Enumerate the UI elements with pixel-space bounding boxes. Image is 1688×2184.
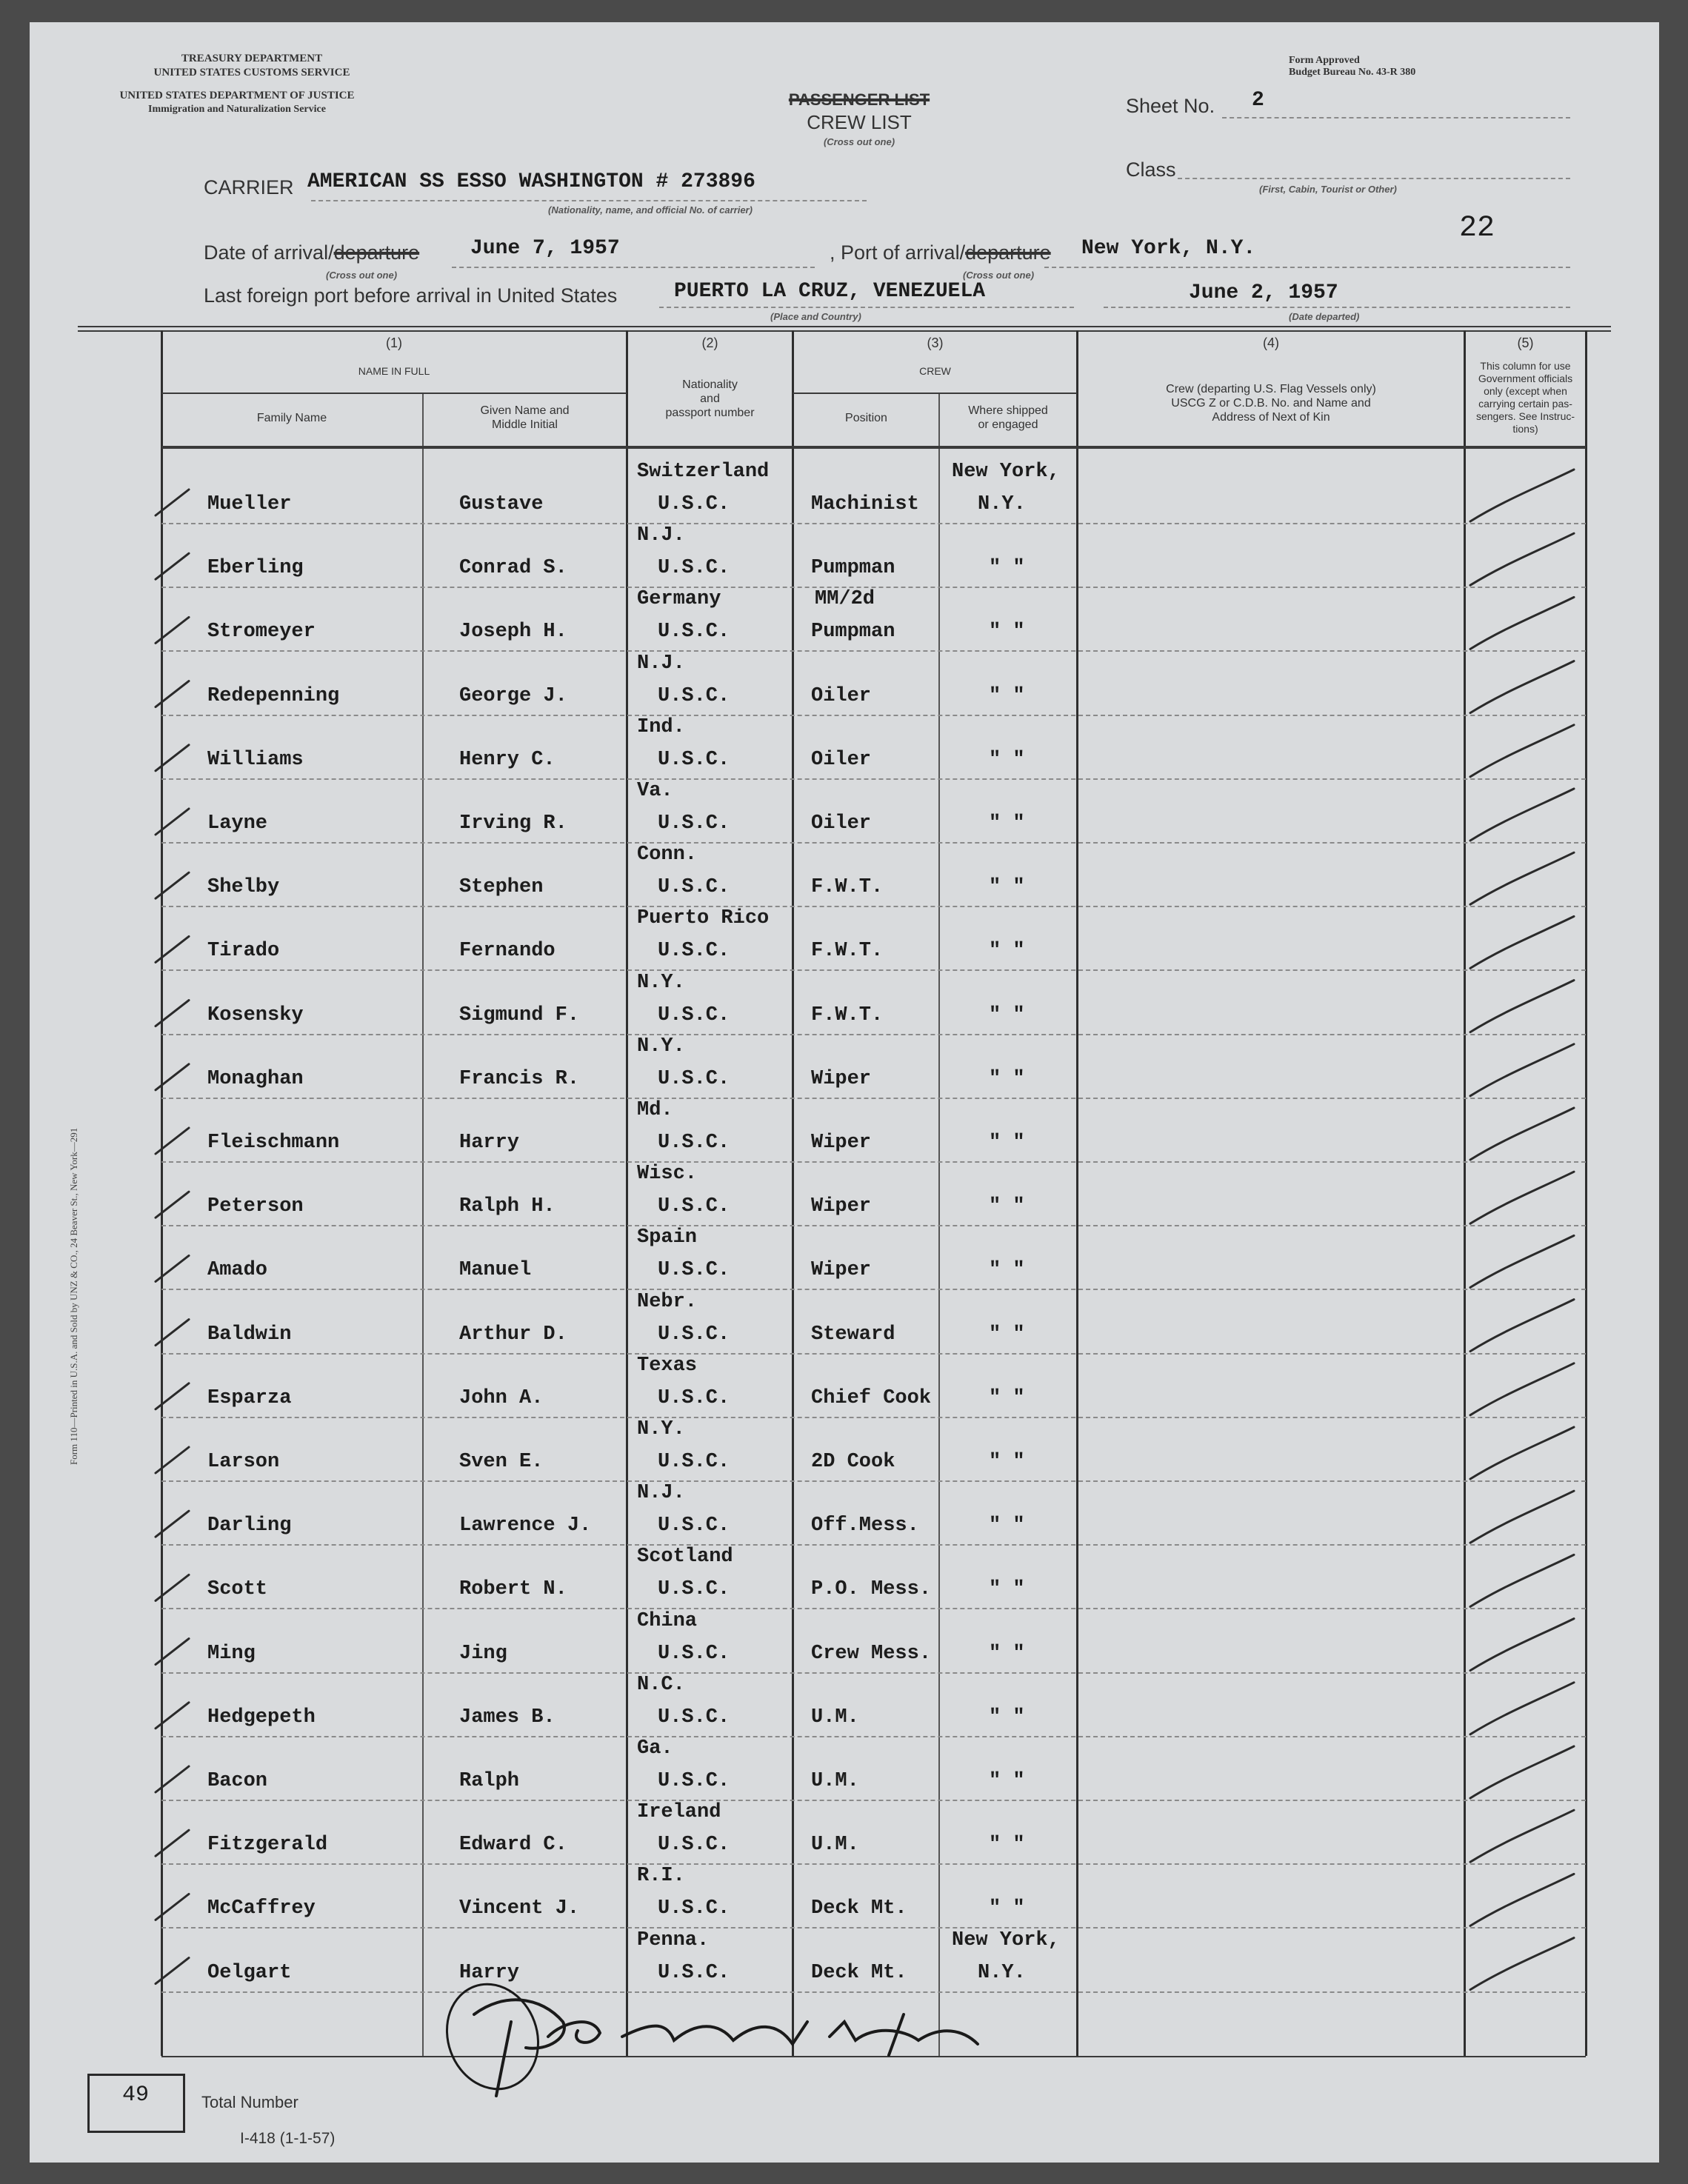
check-mark-left [156, 1511, 189, 1537]
family-cell: Ming [207, 1642, 256, 1665]
check-mark-left [156, 1192, 189, 1218]
shipped-cell: " " [989, 1386, 1025, 1409]
check-mark-left [156, 745, 189, 771]
col3-shipped-1: Where shipped [968, 404, 1048, 417]
family-cell: Layne [207, 812, 268, 835]
shipped-cell: " " [989, 1642, 1025, 1665]
check-mark-right [1470, 1810, 1574, 1862]
port-label: , Port of arrival/departure [830, 241, 1051, 264]
family-cell: Bacon [207, 1770, 268, 1792]
shipped-cell: " " [989, 812, 1025, 835]
position-cell: Pumpman [811, 557, 895, 580]
col1-given-1: Given Name and [480, 404, 570, 417]
nationality-cell: U.S.C. [658, 1578, 730, 1601]
given-cell: John A. [459, 1386, 544, 1409]
title-note: (Cross out one) [823, 136, 895, 147]
col1-given-2: Middle Initial [492, 418, 558, 431]
check-mark-left [156, 936, 189, 962]
check-mark-left [156, 1958, 189, 1984]
check-mark-right [1470, 1619, 1574, 1671]
nationality-cell: U.S.C. [658, 493, 730, 515]
shipped-cell: " " [989, 557, 1025, 580]
family-cell: Stromeyer [207, 621, 316, 644]
family-cell: Tirado [207, 940, 280, 963]
check-mark-right [1470, 597, 1574, 649]
shipped-cell: " " [989, 1067, 1025, 1090]
origin: N.C. [637, 1673, 685, 1696]
given-cell: Arthur D. [459, 1323, 567, 1346]
given-cell: Manuel [459, 1259, 532, 1282]
position-cell: Pumpman [811, 621, 895, 644]
last-port-note: (Place and Country) [770, 311, 861, 322]
nationality-cell: U.S.C. [658, 684, 730, 707]
given-cell: Ralph [459, 1770, 520, 1792]
shipped-cell: " " [989, 1834, 1025, 1857]
check-mark-left [156, 1001, 189, 1026]
origin: Nebr. [637, 1290, 698, 1313]
family-cell: Scott [207, 1578, 268, 1601]
given-cell: Lawrence J. [459, 1515, 592, 1537]
nationality-cell: U.S.C. [658, 1451, 730, 1473]
family-cell: Shelby [207, 876, 280, 899]
nationality-cell: U.S.C. [658, 1706, 730, 1729]
family-cell: Fleischmann [207, 1132, 340, 1154]
origin: China [637, 1609, 698, 1632]
given-cell: James B. [459, 1706, 556, 1729]
position-cell: U.M. [811, 1834, 859, 1857]
col4-num: (4) [1263, 335, 1279, 350]
check-mark-left [156, 1830, 189, 1856]
form-title: CREW LIST [807, 111, 912, 133]
carrier-value: AMERICAN SS ESSO WASHINGTON # 273896 [307, 170, 755, 193]
origin: R.I. [637, 1865, 685, 1888]
check-mark-right [1470, 1172, 1574, 1223]
position-cell: F.W.T. [811, 876, 884, 899]
nationality-cell: U.S.C. [658, 1259, 730, 1282]
sheet-label: Sheet No. [1126, 95, 1215, 117]
position-cell: Deck Mt. [811, 1897, 907, 1920]
family-cell: McCaffrey [207, 1897, 316, 1920]
given-cell: Irving R. [459, 812, 567, 835]
nationality-cell: U.S.C. [658, 1770, 730, 1792]
col3-num: (3) [927, 335, 944, 350]
col2-num: (2) [701, 335, 718, 350]
check-mark-right [1470, 1874, 1574, 1926]
position-cell: Wiper [811, 1195, 872, 1218]
check-mark-left [156, 681, 189, 707]
col5-line4: carrying certain pas- [1478, 398, 1572, 410]
shipped-cell: " " [989, 876, 1025, 899]
given-cell: Robert N. [459, 1578, 567, 1601]
origin: Md. [637, 1099, 673, 1121]
family-cell: Kosensky [207, 1003, 304, 1026]
given-cell: Sven E. [459, 1451, 544, 1473]
family-cell: Mueller [207, 493, 292, 515]
origin: N.Y. [637, 971, 685, 994]
col2-line2: and [700, 393, 720, 405]
check-mark-right [1470, 1235, 1574, 1287]
nationality-cell: U.S.C. [658, 557, 730, 580]
position-cell: U.M. [811, 1706, 859, 1729]
class-label: Class [1126, 158, 1176, 181]
position-cell: Machinist [811, 493, 919, 515]
col5-num: (5) [1517, 335, 1534, 350]
check-mark-right [1470, 1363, 1574, 1415]
check-mark-left [156, 1064, 189, 1090]
origin: N.J. [637, 1482, 685, 1505]
origin: Puerto Rico [637, 907, 770, 930]
origin: Ga. [637, 1737, 673, 1760]
origin: Va. [637, 780, 673, 802]
col5-line3: only (except when [1484, 385, 1567, 397]
shipped-cell: " " [989, 1706, 1025, 1729]
shipped-cell: " " [989, 684, 1025, 707]
check-mark-right [1470, 1554, 1574, 1606]
shipped-cell: " " [989, 1897, 1025, 1920]
check-mark-left [156, 809, 189, 835]
port-note: (Cross out one) [963, 270, 1035, 281]
position-cell: Crew Mess. [811, 1642, 932, 1665]
col3-shipped-2: or engaged [978, 418, 1038, 431]
ins: Immigration and Naturalization Service [148, 104, 326, 115]
origin: Spain [637, 1226, 698, 1249]
position-cell: Oiler [811, 684, 872, 707]
position-cell: F.W.T. [811, 940, 884, 963]
origin: N.J. [637, 524, 685, 547]
given-cell: Joseph H. [459, 621, 567, 644]
check-mark-right [1470, 661, 1574, 713]
check-mark-left [156, 1703, 189, 1729]
check-mark-left [156, 617, 189, 643]
origin: Switzerland [637, 461, 770, 483]
family-cell: Oelgart [207, 1961, 292, 1984]
last-port-date-note: (Date departed) [1289, 311, 1360, 322]
shipped-cell: " " [989, 1770, 1025, 1792]
family-cell: Redepenning [207, 684, 340, 707]
shipped-cell: " " [989, 1259, 1025, 1282]
check-mark-right [1470, 725, 1574, 777]
nationality-cell: U.S.C. [658, 1515, 730, 1537]
nationality-cell: U.S.C. [658, 1323, 730, 1346]
check-mark-left [156, 872, 189, 898]
given-cell: Sigmund F. [459, 1003, 580, 1026]
check-mark-right [1470, 1300, 1574, 1352]
origin: Texas [637, 1354, 698, 1377]
position-cell: Chief Cook [811, 1386, 932, 1409]
given-cell: Edward C. [459, 1834, 567, 1857]
check-mark-left [156, 1766, 189, 1792]
nationality-cell: U.S.C. [658, 1386, 730, 1409]
origin: N.J. [637, 652, 685, 675]
check-mark-right [1470, 1491, 1574, 1543]
col3-title: CREW [919, 365, 951, 377]
check-mark-right [1470, 1044, 1574, 1096]
family-cell: Fitzgerald [207, 1834, 328, 1857]
family-cell: Peterson [207, 1195, 304, 1218]
col4-line3: Address of Next of Kin [1212, 411, 1330, 424]
nationality-cell: U.S.C. [658, 940, 730, 963]
crew-list-form [30, 22, 1659, 2163]
handwriting-layer [30, 22, 1659, 2163]
check-mark-left [156, 1255, 189, 1281]
nationality-cell: U.S.C. [658, 1132, 730, 1154]
shipped-cell: N.Y. [978, 1961, 1026, 1984]
check-mark-right [1470, 470, 1574, 521]
port-value: New York, N.Y. [1081, 237, 1256, 260]
captain-signature [433, 1971, 978, 2102]
check-mark-left [156, 1894, 189, 1920]
customs-service: UNITED STATES CUSTOMS SERVICE [153, 67, 350, 79]
treasury-dept: TREASURY DEPARTMENT [181, 53, 323, 64]
col1-family: Family Name [256, 412, 327, 424]
shipped-cell: N.Y. [978, 493, 1026, 515]
nationality-cell: U.S.C. [658, 1003, 730, 1026]
shipped-cell: " " [989, 621, 1025, 644]
check-mark-left [156, 1320, 189, 1346]
check-mark-left [156, 1128, 189, 1154]
date-value: June 7, 1957 [470, 237, 620, 260]
family-cell: Monaghan [207, 1067, 304, 1090]
form-code: I-418 (1-1-57) [240, 2130, 336, 2147]
position-cell: 2D Cook [811, 1451, 895, 1473]
check-mark-right [1470, 789, 1574, 841]
col5-line1: This column for use [1480, 360, 1571, 372]
given-cell: Harry [459, 1961, 520, 1984]
nationality-cell: U.S.C. [658, 876, 730, 899]
check-mark-left [156, 490, 189, 515]
nationality-cell: U.S.C. [658, 621, 730, 644]
position-cell: Wiper [811, 1132, 872, 1154]
given-cell: Stephen [459, 876, 544, 899]
family-cell: Baldwin [207, 1323, 292, 1346]
col5-line6: tions) [1512, 423, 1538, 435]
position-cell: Wiper [811, 1067, 872, 1090]
carrier-note: (Nationality, name, and official No. of carrier) [548, 204, 753, 216]
position-cell: Oiler [811, 748, 872, 771]
shipped-cell: " " [989, 1003, 1025, 1026]
nationality-cell: U.S.C. [658, 748, 730, 771]
family-cell: Esparza [207, 1386, 292, 1409]
origin: Penna. [637, 1928, 710, 1951]
col5-line5: sengers. See Instruc- [1475, 410, 1575, 422]
given-cell: Henry C. [459, 748, 556, 771]
nationality-cell: U.S.C. [658, 1195, 730, 1218]
position-cell: F.W.T. [811, 1003, 884, 1026]
check-mark-right [1470, 916, 1574, 968]
last-port-label: Last foreign port before arrival in United States [204, 284, 618, 307]
col3-position: Position [845, 412, 887, 424]
shipped-cell: " " [989, 1132, 1025, 1154]
col2-line1: Nationality [682, 378, 738, 391]
check-mark-right [1470, 533, 1574, 585]
nationality-cell: U.S.C. [658, 1642, 730, 1665]
check-mark-left [156, 1639, 189, 1665]
check-mark-right [1470, 1427, 1574, 1479]
carrier-label: CARRIER [204, 176, 294, 198]
check-mark-right [1470, 981, 1574, 1032]
family-cell: Hedgepeth [207, 1706, 316, 1729]
check-mark-left [156, 1447, 189, 1473]
given-cell: George J. [459, 684, 567, 707]
col1-num: (1) [386, 335, 402, 350]
total-label: Total Number [201, 2093, 298, 2111]
family-cell: Eberling [207, 557, 304, 580]
origin: Germany [637, 588, 721, 611]
position-cell: Off.Mess. [811, 1515, 919, 1537]
given-cell: Francis R. [459, 1067, 580, 1090]
family-cell: Darling [207, 1515, 292, 1537]
nationality-cell: U.S.C. [658, 1067, 730, 1090]
shipped-cell: " " [989, 1195, 1025, 1218]
col4-line1: Crew (departing U.S. Flag Vessels only) [1166, 383, 1376, 395]
col2-line3: passport number [665, 407, 755, 419]
page-number: 22 [1459, 212, 1495, 245]
check-mark-right [1470, 852, 1574, 904]
nationality-cell: U.S.C. [658, 1961, 730, 1984]
budget-bureau: Budget Bureau No. 43-R 380 [1289, 67, 1416, 78]
check-mark-right [1470, 1938, 1574, 1990]
shipped-cell: " " [989, 1578, 1025, 1601]
last-port-date: June 2, 1957 [1189, 281, 1338, 304]
col4-line2: USCG Z or C.D.B. No. and Name and [1171, 397, 1371, 410]
check-mark-right [1470, 1746, 1574, 1798]
origin: N.Y. [637, 1035, 685, 1058]
origin: Scotland [637, 1546, 733, 1569]
position-cell: Oiler [811, 812, 872, 835]
class-note: (First, Cabin, Tourist or Other) [1259, 184, 1397, 195]
family-cell: Larson [207, 1451, 280, 1473]
given-cell: Fernando [459, 940, 556, 963]
check-mark-left [156, 553, 189, 579]
date-note: (Cross out one) [326, 270, 398, 281]
shipped-cell: " " [989, 1451, 1025, 1473]
shipped-cell: " " [989, 748, 1025, 771]
nationality-cell: U.S.C. [658, 1834, 730, 1857]
family-cell: Amado [207, 1259, 268, 1282]
given-cell: Conrad S. [459, 557, 567, 580]
origin: Ind. [637, 715, 685, 738]
check-mark-left [156, 1574, 189, 1600]
printer-note: Form 110—Printed in U.S.A. and Sold by UNZ & CO., 24 Beaver St., New York—291 [68, 1127, 79, 1465]
given-cell: Vincent J. [459, 1897, 580, 1920]
form-approved: Form Approved [1289, 55, 1360, 66]
position-cell: Wiper [811, 1259, 872, 1282]
nationality-cell: U.S.C. [658, 812, 730, 835]
shipped-note: New York, [952, 461, 1060, 483]
check-mark-right [1470, 1683, 1574, 1734]
total-value: 49 [121, 2083, 149, 2108]
check-marks [156, 470, 1574, 1990]
given-cell: Ralph H. [459, 1195, 556, 1218]
origin: N.Y. [637, 1418, 685, 1440]
position-cell: Steward [811, 1323, 895, 1346]
origin: Wisc. [637, 1163, 698, 1186]
check-mark-right [1470, 1108, 1574, 1160]
shipped-cell: " " [989, 1515, 1025, 1537]
position-cell: Deck Mt. [811, 1961, 907, 1984]
shipped-note: New York, [952, 1928, 1060, 1951]
shipped-cell: " " [989, 1323, 1025, 1346]
check-mark-left [156, 1383, 189, 1409]
nationality-cell: U.S.C. [658, 1897, 730, 1920]
position-note: MM/2d [815, 588, 875, 611]
col1-title: NAME IN FULL [358, 365, 430, 377]
col5-line2: Government officials [1478, 373, 1573, 384]
position-cell: P.O. Mess. [811, 1578, 932, 1601]
shipped-cell: " " [989, 940, 1025, 963]
given-cell: Jing [459, 1642, 507, 1665]
last-port-value: PUERTO LA CRUZ, VENEZUELA [674, 280, 986, 303]
origin: Ireland [637, 1801, 721, 1824]
sheet-value: 2 [1252, 89, 1264, 112]
given-cell: Harry [459, 1132, 520, 1154]
passenger-list-struck: PASSENGER LIST [788, 90, 930, 109]
position-cell: U.M. [811, 1770, 859, 1792]
given-cell: Gustave [459, 493, 544, 515]
date-label: Date of arrival/departure [204, 241, 420, 264]
origin: Conn. [637, 844, 698, 866]
family-cell: Williams [207, 748, 304, 771]
justice-dept: UNITED STATES DEPARTMENT OF JUSTICE [119, 90, 355, 101]
